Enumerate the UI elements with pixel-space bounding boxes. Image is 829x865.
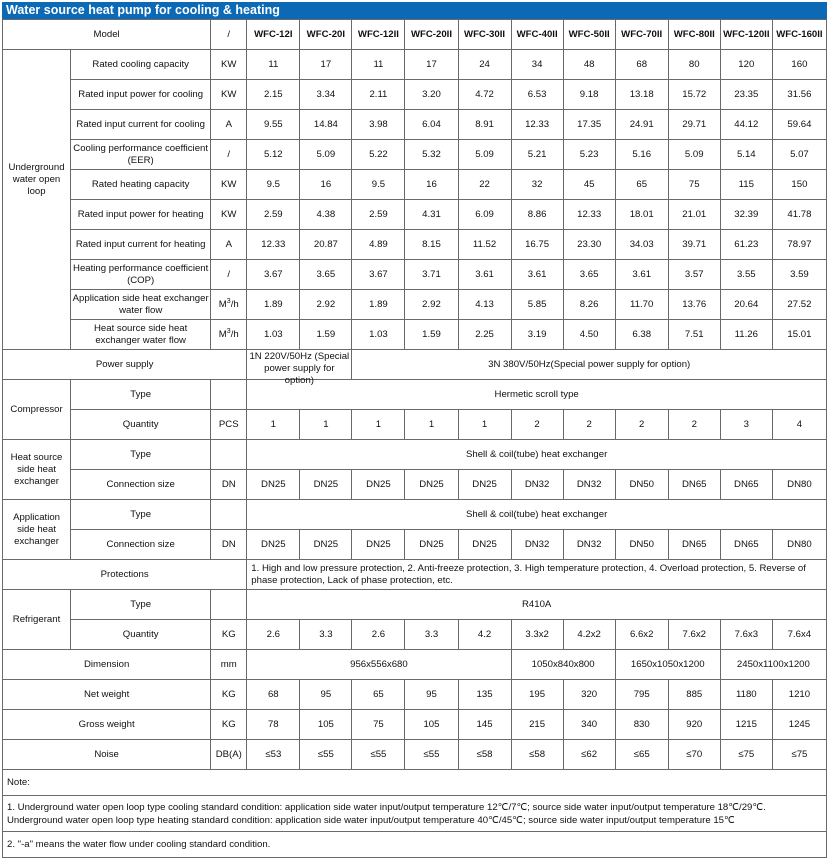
model-name: WFC-160II <box>772 20 826 50</box>
value-cell: 1.59 <box>300 320 352 350</box>
note-row <box>3 832 827 858</box>
value-cell: 7.51 <box>668 320 720 350</box>
power-supply-row <box>3 350 827 380</box>
unit-cell: / <box>211 20 247 50</box>
value-cell: 15.01 <box>772 320 826 350</box>
value-cell: 13.18 <box>615 80 668 110</box>
value-cell: 61.23 <box>720 230 772 260</box>
value-cell: 17.35 <box>563 110 615 140</box>
value-cell: 5.22 <box>352 140 405 170</box>
unit-cell: A <box>211 230 247 260</box>
value-cell: 1245 <box>772 710 826 740</box>
value-cell: 20.87 <box>300 230 352 260</box>
value-cell: 3.98 <box>352 110 405 140</box>
value-cell: 8.26 <box>563 290 615 320</box>
value-cell: 80 <box>668 50 720 80</box>
value-cell: 3.71 <box>405 260 458 290</box>
table-row <box>3 590 827 620</box>
row-label: Rated input current for heating <box>71 230 211 260</box>
value-cell: 3.19 <box>511 320 563 350</box>
value-cell: 3.3x2 <box>511 620 563 650</box>
value-cell: 9.5 <box>352 170 405 200</box>
value-cell: 12.33 <box>563 200 615 230</box>
table-row <box>3 500 827 530</box>
value-cell: ≤55 <box>405 740 458 770</box>
value-cell: 105 <box>300 710 352 740</box>
header-row <box>3 20 827 50</box>
value-cell: DN65 <box>720 530 772 560</box>
row-label: Connection size <box>71 530 211 560</box>
dimension-row <box>3 650 827 680</box>
unit-cell: DN <box>211 530 247 560</box>
group-compressor: Compressor <box>3 380 71 440</box>
unit-cell <box>211 440 247 470</box>
unit-cell: / <box>211 140 247 170</box>
value-cell: 3.65 <box>300 260 352 290</box>
row-label: Rated cooling capacity <box>71 50 211 80</box>
value-cell: ≤75 <box>772 740 826 770</box>
value-cell: 160 <box>772 50 826 80</box>
value-cell: 9.18 <box>563 80 615 110</box>
model-name: WFC-12II <box>352 20 405 50</box>
value-cell: ≤62 <box>563 740 615 770</box>
model-name: WFC-50II <box>563 20 615 50</box>
unit-cell: $M^3/h$ <box>211 320 247 350</box>
value-cell: 920 <box>668 710 720 740</box>
value-cell: 3 <box>720 410 772 440</box>
unit-cell: KW <box>211 200 247 230</box>
value-cell: 12.33 <box>511 110 563 140</box>
row-label: Rated input power for cooling <box>71 80 211 110</box>
value-cell: 8.15 <box>405 230 458 260</box>
value-cell: 2 <box>563 410 615 440</box>
value-cell: 7.6x2 <box>668 620 720 650</box>
value-cell: 2.59 <box>247 200 300 230</box>
row-label: Type <box>71 440 211 470</box>
table-row <box>3 200 827 230</box>
value-cell: 27.52 <box>772 290 826 320</box>
value-cell: 1.89 <box>247 290 300 320</box>
model-label: Model <box>3 20 211 50</box>
group-underground-water-open-loop: Underground water open loop <box>3 50 71 350</box>
row-label: Rated input power for heating <box>71 200 211 230</box>
value-cell: DN32 <box>563 470 615 500</box>
value-cell: 3.34 <box>300 80 352 110</box>
table-row <box>3 410 827 440</box>
table-row <box>3 170 827 200</box>
value-cell: 2.11 <box>352 80 405 110</box>
unit-cell: $M^3/h$ <box>211 290 247 320</box>
value-cell: 3.3 <box>405 620 458 650</box>
value-cell: ≤58 <box>458 740 511 770</box>
value-cell: 18.01 <box>615 200 668 230</box>
value-cell: 31.56 <box>772 80 826 110</box>
row-label: Heating performance coefficient (COP) <box>71 260 211 290</box>
table-row <box>3 320 827 350</box>
unit-cell: KW <box>211 50 247 80</box>
value-cell: 22 <box>458 170 511 200</box>
value-cell: DN25 <box>247 470 300 500</box>
model-name: WFC-12I <box>247 20 300 50</box>
value-cell: 12.33 <box>247 230 300 260</box>
unit-cell: PCS <box>211 410 247 440</box>
value-cell: 9.55 <box>247 110 300 140</box>
value-cell: 340 <box>563 710 615 740</box>
value-cell: 3.67 <box>247 260 300 290</box>
row-label: Quantity <box>71 410 211 440</box>
value-cell: 5.23 <box>563 140 615 170</box>
value-cell: 1 <box>405 410 458 440</box>
value-cell: 78.97 <box>772 230 826 260</box>
power-supply-single-text: 1N 220V/50Hz (Special power supply for option) <box>249 351 350 386</box>
value-cell: 3.55 <box>720 260 772 290</box>
value-cell: 65 <box>615 170 668 200</box>
value-cell: ≤53 <box>247 740 300 770</box>
value-cell: 1180 <box>720 680 772 710</box>
noise-row <box>3 740 827 770</box>
value-cell: 2.25 <box>458 320 511 350</box>
value-cell: DN65 <box>668 530 720 560</box>
value-cell: 8.91 <box>458 110 511 140</box>
row-label: Rated input current for cooling <box>71 110 211 140</box>
value-cell: 5.21 <box>511 140 563 170</box>
value-cell: 1 <box>352 410 405 440</box>
group-heat-source-exchanger: Heat source side heat exchanger <box>3 440 71 500</box>
value-cell: 34.03 <box>615 230 668 260</box>
value-cell: 320 <box>563 680 615 710</box>
table-row <box>3 380 827 410</box>
value-cell: DN50 <box>615 470 668 500</box>
value-cell: 4.89 <box>352 230 405 260</box>
value-cell: 2 <box>668 410 720 440</box>
value-cell: 4.31 <box>405 200 458 230</box>
unit-cell: KW <box>211 80 247 110</box>
note-title-row <box>3 770 827 796</box>
value-cell: 3.61 <box>511 260 563 290</box>
value-cell: DN25 <box>405 530 458 560</box>
value-cell: 1.03 <box>352 320 405 350</box>
value-cell: 5.07 <box>772 140 826 170</box>
value-cell: ≤65 <box>615 740 668 770</box>
group-application-exchanger: Application side heat exchanger <box>3 500 71 560</box>
refrigerant-type: R410A <box>247 590 827 620</box>
value-cell: 4.38 <box>300 200 352 230</box>
value-cell: 4.72 <box>458 80 511 110</box>
value-cell: 195 <box>511 680 563 710</box>
value-cell: 16 <box>405 170 458 200</box>
value-cell: 4.50 <box>563 320 615 350</box>
model-name: WFC-120II <box>720 20 772 50</box>
unit-cell <box>211 590 247 620</box>
value-cell: DN25 <box>300 470 352 500</box>
unit-cell: / <box>211 260 247 290</box>
value-cell: 32.39 <box>720 200 772 230</box>
protections-row <box>3 560 827 590</box>
unit-cell: DN <box>211 470 247 500</box>
value-cell: DN65 <box>668 470 720 500</box>
unit-cell: DB(A) <box>211 740 247 770</box>
value-cell: 6.09 <box>458 200 511 230</box>
value-cell: 1215 <box>720 710 772 740</box>
value-cell: 13.76 <box>668 290 720 320</box>
value-cell: 11.52 <box>458 230 511 260</box>
value-cell: 2450x1100x1200 <box>720 650 826 680</box>
value-cell: DN80 <box>772 530 826 560</box>
power-supply-three: 3N 380V/50Hz(Special power supply for option) <box>352 350 827 380</box>
value-cell: 68 <box>247 680 300 710</box>
group-refrigerant: Refrigerant <box>3 590 71 650</box>
value-cell: 95 <box>300 680 352 710</box>
unit-cell: A <box>211 110 247 140</box>
value-cell: 3.3 <box>300 620 352 650</box>
value-cell: 105 <box>405 710 458 740</box>
value-cell: DN32 <box>563 530 615 560</box>
value-cell: 32 <box>511 170 563 200</box>
value-cell: 14.84 <box>300 110 352 140</box>
row-label: Type <box>71 500 211 530</box>
table-row <box>3 440 827 470</box>
value-cell: 150 <box>772 170 826 200</box>
value-cell: 885 <box>668 680 720 710</box>
value-cell: 39.71 <box>668 230 720 260</box>
value-cell: 1050x840x800 <box>511 650 615 680</box>
application-type: Shell & coil(tube) heat exchanger <box>247 500 827 530</box>
value-cell: 44.12 <box>720 110 772 140</box>
unit-cell: KG <box>211 680 247 710</box>
value-cell: 4.13 <box>458 290 511 320</box>
heat-source-type: Shell & coil(tube) heat exchanger <box>247 440 827 470</box>
value-cell: DN25 <box>405 470 458 500</box>
value-cell: 8.86 <box>511 200 563 230</box>
value-cell: 4 <box>772 410 826 440</box>
value-cell: DN25 <box>352 530 405 560</box>
value-cell: 1650x1050x1200 <box>615 650 720 680</box>
value-cell: 5.16 <box>615 140 668 170</box>
value-cell: 3.20 <box>405 80 458 110</box>
value-cell: 3.65 <box>563 260 615 290</box>
unit-cell: KG <box>211 710 247 740</box>
value-cell: 7.6x4 <box>772 620 826 650</box>
table-row <box>3 620 827 650</box>
value-cell: 59.64 <box>772 110 826 140</box>
value-cell: DN25 <box>300 530 352 560</box>
value-cell: 78 <box>247 710 300 740</box>
row-label: Connection size <box>71 470 211 500</box>
value-cell: 7.6x3 <box>720 620 772 650</box>
value-cell: 5.14 <box>720 140 772 170</box>
value-cell: 75 <box>668 170 720 200</box>
model-name: WFC-20II <box>405 20 458 50</box>
value-cell: 24.91 <box>615 110 668 140</box>
power-supply-single <box>247 350 352 386</box>
value-cell: 1.59 <box>405 320 458 350</box>
value-cell: 145 <box>458 710 511 740</box>
value-cell: 1 <box>458 410 511 440</box>
unit-cell: KW <box>211 170 247 200</box>
dimension-label: Dimension <box>3 650 211 680</box>
value-cell: ≤55 <box>352 740 405 770</box>
value-cell: 2.15 <box>247 80 300 110</box>
value-cell: 6.04 <box>405 110 458 140</box>
value-cell: 24 <box>458 50 511 80</box>
table-row <box>3 140 827 170</box>
value-cell: 23.35 <box>720 80 772 110</box>
value-cell: ≤55 <box>300 740 352 770</box>
value-cell: 6.6x2 <box>615 620 668 650</box>
row-label: Type <box>71 590 211 620</box>
unit-cell <box>211 500 247 530</box>
value-cell: 2.6 <box>352 620 405 650</box>
value-cell: 120 <box>720 50 772 80</box>
value-cell: 4.2x2 <box>563 620 615 650</box>
value-cell: 2.6 <box>247 620 300 650</box>
row-label: Application side heat exchanger water flow <box>71 290 211 320</box>
value-cell: 41.78 <box>772 200 826 230</box>
spec-table <box>2 19 827 858</box>
value-cell: 3.61 <box>458 260 511 290</box>
value-cell: 65 <box>352 680 405 710</box>
value-cell: DN50 <box>615 530 668 560</box>
model-name: WFC-40II <box>511 20 563 50</box>
note-title: Note: <box>3 770 827 796</box>
value-cell: 830 <box>615 710 668 740</box>
value-cell: 11.26 <box>720 320 772 350</box>
value-cell: ≤58 <box>511 740 563 770</box>
value-cell: 4.2 <box>458 620 511 650</box>
value-cell: 6.53 <box>511 80 563 110</box>
table-row <box>3 110 827 140</box>
model-name: WFC-20I <box>300 20 352 50</box>
row-label: Gross weight <box>3 710 211 740</box>
unit-cell: KG <box>211 620 247 650</box>
row-label: Type <box>71 380 211 410</box>
row-label: Cooling performance coefficient (EER) <box>71 140 211 170</box>
value-cell: 45 <box>563 170 615 200</box>
value-cell: 6.38 <box>615 320 668 350</box>
row-label: Net weight <box>3 680 211 710</box>
table-row <box>3 290 827 320</box>
power-supply-label: Power supply <box>3 350 247 380</box>
compressor-type: Hermetic scroll type <box>247 380 827 410</box>
value-cell: DN32 <box>511 530 563 560</box>
value-cell: DN32 <box>511 470 563 500</box>
net-weight-row <box>3 680 827 710</box>
table-row <box>3 50 827 80</box>
table-row <box>3 260 827 290</box>
value-cell: 2.92 <box>300 290 352 320</box>
protections-value: 1. High and low pressure protection, 2. Anti-freeze protection, 3. High temperature protection, 4. Overload protection, 5. Reverse of phase protection, Lack of phase protection, etc. <box>247 560 827 590</box>
value-cell: 11 <box>247 50 300 80</box>
table-row <box>3 470 827 500</box>
value-cell: ≤75 <box>720 740 772 770</box>
value-cell: 1 <box>300 410 352 440</box>
value-cell: 5.09 <box>458 140 511 170</box>
unit-cell: mm <box>211 650 247 680</box>
value-cell: 215 <box>511 710 563 740</box>
table-row <box>3 80 827 110</box>
value-cell: 75 <box>352 710 405 740</box>
spec-sheet <box>2 2 827 858</box>
value-cell: 5.09 <box>300 140 352 170</box>
value-cell: 15.72 <box>668 80 720 110</box>
value-cell: 956x556x680 <box>247 650 511 680</box>
value-cell: 48 <box>563 50 615 80</box>
value-cell: 16.75 <box>511 230 563 260</box>
value-cell: 3.59 <box>772 260 826 290</box>
value-cell: 1210 <box>772 680 826 710</box>
note-1: 1. Underground water open loop type cooling standard condition: application side water input/output temperature 12℃/7℃; source side water input/output temperature 18℃/29℃. Underground water open loop type heating standard condition: application side water input/output temperature 40℃/45℃; source side water input/output temperature 15℃ <box>3 796 827 832</box>
page-title: Water source heat pump for cooling & heating <box>2 2 827 19</box>
value-cell: 1 <box>247 410 300 440</box>
row-label: Noise <box>3 740 211 770</box>
value-cell: 795 <box>615 680 668 710</box>
value-cell: 23.30 <box>563 230 615 260</box>
model-name: WFC-30II <box>458 20 511 50</box>
protections-label: Protections <box>3 560 247 590</box>
value-cell: 2.59 <box>352 200 405 230</box>
value-cell: 1.03 <box>247 320 300 350</box>
row-label: Quantity <box>71 620 211 650</box>
row-label: Heat source side heat exchanger water flow <box>71 320 211 350</box>
value-cell: 1.89 <box>352 290 405 320</box>
value-cell: 17 <box>300 50 352 80</box>
value-cell: ≤70 <box>668 740 720 770</box>
note-2: 2. "-a" means the water flow under cooling standard condition. <box>3 832 827 858</box>
value-cell: 2 <box>615 410 668 440</box>
value-cell: 95 <box>405 680 458 710</box>
value-cell: 21.01 <box>668 200 720 230</box>
value-cell: 29.71 <box>668 110 720 140</box>
table-row <box>3 230 827 260</box>
value-cell: DN80 <box>772 470 826 500</box>
value-cell: DN25 <box>247 530 300 560</box>
value-cell: 5.12 <box>247 140 300 170</box>
unit-cell <box>211 380 247 410</box>
value-cell: 9.5 <box>247 170 300 200</box>
value-cell: 20.64 <box>720 290 772 320</box>
value-cell: 11.70 <box>615 290 668 320</box>
value-cell: 115 <box>720 170 772 200</box>
value-cell: 2 <box>511 410 563 440</box>
value-cell: 135 <box>458 680 511 710</box>
value-cell: 2.92 <box>405 290 458 320</box>
value-cell: DN25 <box>458 470 511 500</box>
value-cell: 5.32 <box>405 140 458 170</box>
note-row <box>3 796 827 832</box>
model-name: WFC-70II <box>615 20 668 50</box>
value-cell: 3.67 <box>352 260 405 290</box>
value-cell: DN65 <box>720 470 772 500</box>
value-cell: DN25 <box>352 470 405 500</box>
model-name: WFC-80II <box>668 20 720 50</box>
value-cell: 11 <box>352 50 405 80</box>
value-cell: 17 <box>405 50 458 80</box>
table-row <box>3 530 827 560</box>
value-cell: 16 <box>300 170 352 200</box>
value-cell: 3.57 <box>668 260 720 290</box>
value-cell: 3.61 <box>615 260 668 290</box>
value-cell: 5.85 <box>511 290 563 320</box>
value-cell: 34 <box>511 50 563 80</box>
value-cell: 5.09 <box>668 140 720 170</box>
value-cell: 68 <box>615 50 668 80</box>
row-label: Rated heating capacity <box>71 170 211 200</box>
gross-weight-row <box>3 710 827 740</box>
value-cell: DN25 <box>458 530 511 560</box>
